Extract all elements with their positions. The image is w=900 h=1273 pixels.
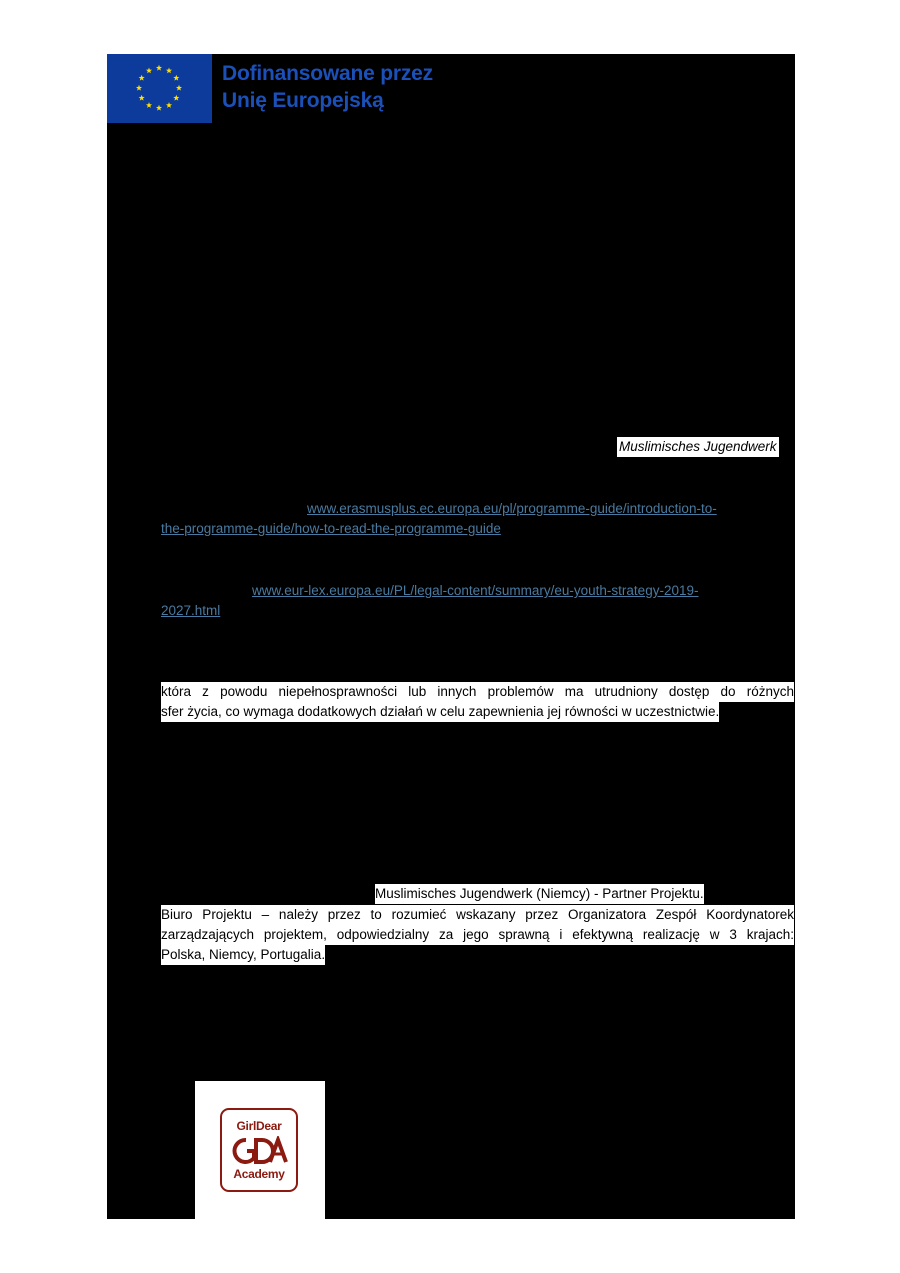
eu-star-icon — [136, 85, 142, 91]
youth-strategy-link-line-1[interactable]: www.eur-lex.europa.eu/PL/legal-content/summary/eu-youth-strategy-2019- — [252, 583, 699, 598]
logo-container — [195, 1081, 325, 1219]
eu-star-icon — [166, 102, 172, 108]
eu-star-icon — [173, 75, 179, 81]
eu-star-icon — [146, 67, 152, 73]
redacted-page-background — [107, 54, 795, 1219]
definition-paragraph-line-1: która z powodu niepełnosprawności lub innych problemów ma utrudniony dostęp do różnych — [161, 682, 794, 702]
girldear-academy-logo — [220, 1108, 298, 1192]
eu-star-icon — [156, 65, 162, 71]
eu-funding-line-2: Unię Europejską — [222, 89, 384, 112]
logo-top-text: GirlDear — [236, 1119, 282, 1133]
project-office-line-3: Polska, Niemcy, Portugalia. — [161, 945, 325, 965]
eu-funding-line-1: Dofinansowane przez — [222, 62, 433, 85]
eu-star-icon — [173, 95, 179, 101]
eu-star-icon — [139, 95, 145, 101]
eu-star-icon — [139, 75, 145, 81]
gda-mark-icon — [232, 1136, 288, 1166]
partner-line: Muslimisches Jugendwerk (Niemcy) - Partner Projektu. — [375, 884, 704, 904]
eu-star-icon — [176, 85, 182, 91]
eu-funding-label — [212, 54, 482, 123]
org-name-highlight: Muslimisches Jugendwerk — [617, 437, 779, 457]
eu-star-icon — [166, 67, 172, 73]
logo-bottom-text: Academy — [233, 1167, 285, 1181]
project-office-line-1: Biuro Projektu – należy przez to rozumieć wskazany przez Organizatora Zespół Koordynatorek — [161, 905, 794, 925]
youth-strategy-link-line-2[interactable]: 2027.html — [161, 603, 221, 618]
eu-flag-icon — [107, 54, 212, 123]
project-office-line-2: zarządzających projektem, odpowiedzialny za jego sprawną i efektywną realizację w 3 krajach: — [161, 925, 794, 945]
programme-guide-link-line-1[interactable]: www.erasmusplus.ec.europa.eu/pl/programme-guide/introduction-to- — [307, 501, 717, 516]
definition-paragraph-line-2: sfer życia, co wymaga dodatkowych działań w celu zapewnienia jej równości w uczestnictwie. — [161, 702, 719, 722]
eu-star-icon — [146, 102, 152, 108]
eu-star-icon — [156, 105, 162, 111]
programme-guide-link-line-2[interactable]: the-programme-guide/how-to-read-the-programme-guide — [161, 521, 501, 536]
